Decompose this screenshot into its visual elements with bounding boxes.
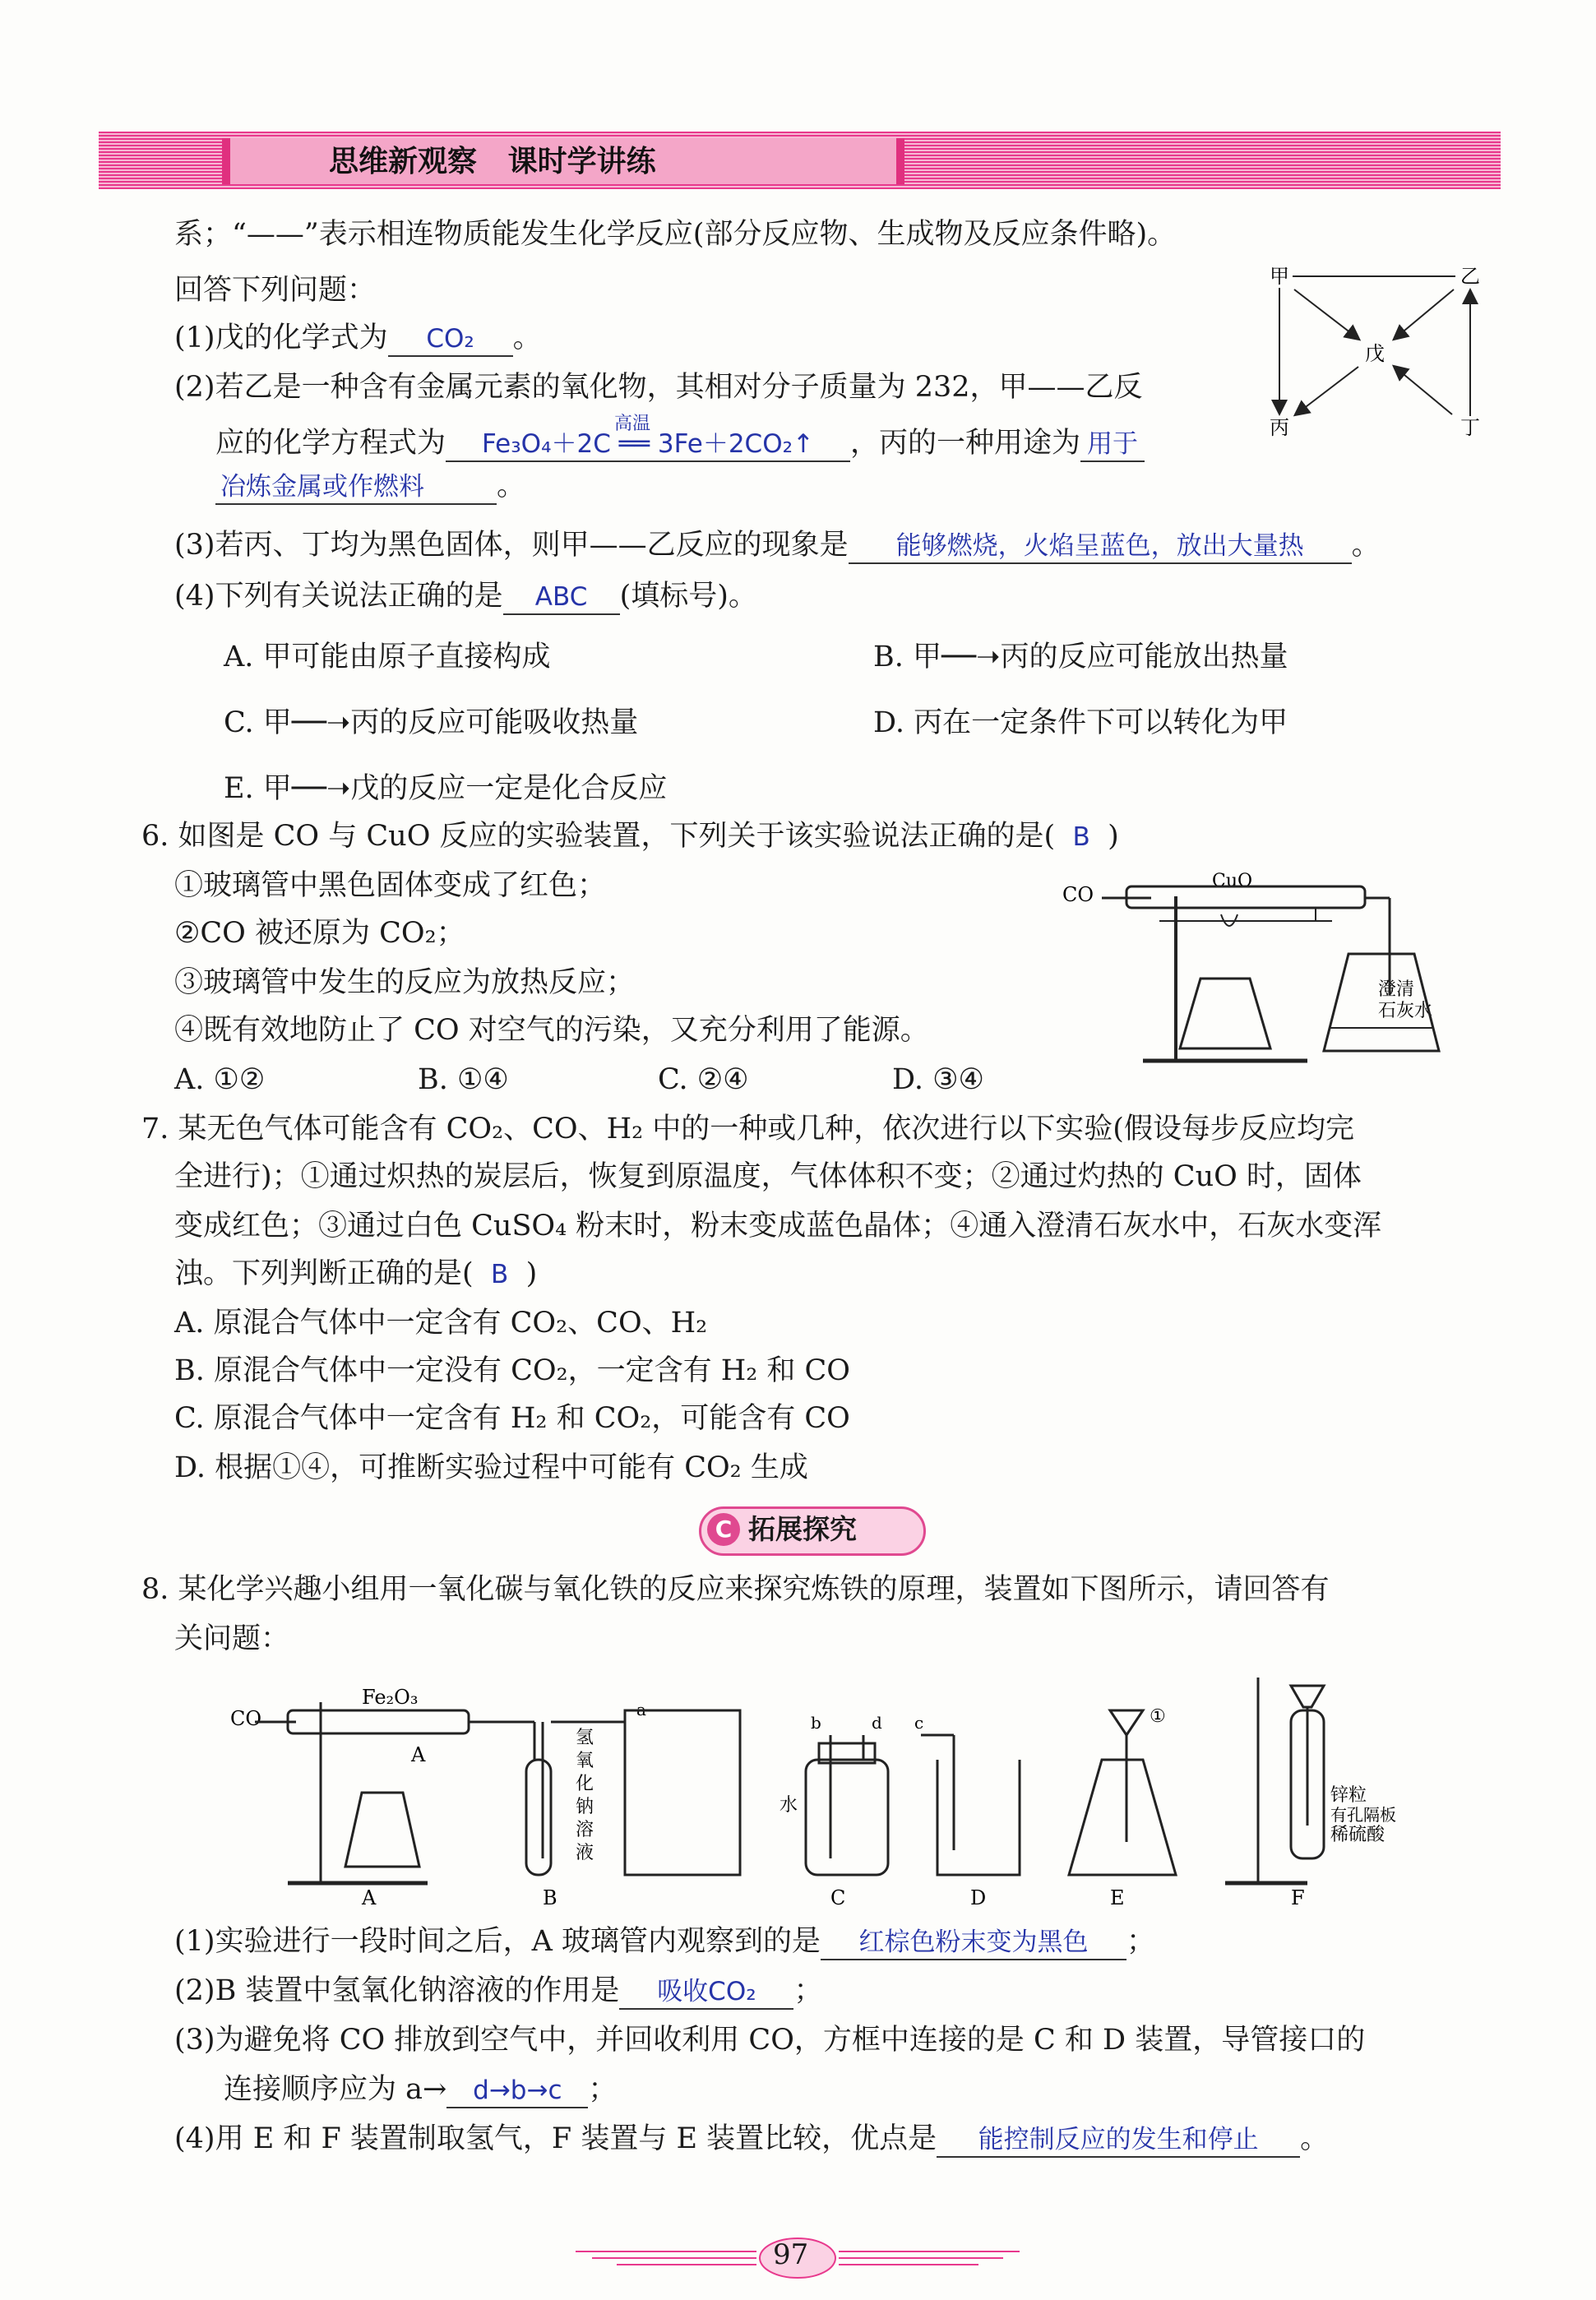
q6-choice-a: A. ①②: [174, 1063, 266, 1096]
section-letter: C: [707, 1513, 740, 1546]
node-bing: 丙: [1270, 416, 1289, 439]
q7-choice-c: C. 原混合气体中一定含有 H₂ 和 CO₂，可能含有 CO: [174, 1402, 850, 1435]
q8-label-C: C: [830, 1886, 846, 1909]
q6-item-4: ④既有效地防止了 CO 对空气的污染，又充分利用了能源。: [174, 1014, 929, 1047]
q7-choice-b: B. 原混合气体中一定没有 CO₂，一定含有 H₂ 和 CO: [174, 1354, 851, 1387]
q8-naoh-char-3: 化: [576, 1774, 594, 1794]
q6-cuo-label: CuO: [1212, 871, 1253, 891]
q8-part3-answer: d→b→c: [446, 2074, 588, 2108]
q5-option-d: D. 丙在一定条件下可以转化为甲: [873, 706, 1288, 739]
q8-line2: 关问题：: [174, 1622, 290, 1655]
edge-jia-wu: [1294, 289, 1358, 339]
q8-D-beaker: [937, 1760, 1020, 1875]
q6-choice-d: D. ③④: [892, 1063, 984, 1096]
q5-use-answer-a: 用于: [1080, 428, 1145, 462]
q5-option-a: A. 甲可能由原子直接构成: [224, 641, 551, 673]
q8-port-a: a: [636, 1700, 646, 1719]
section-title: 拓展探究: [748, 1513, 857, 1545]
q6-stem: 6. 如图是 CO 与 CuO 反应的实验装置，下列关于该实验说法正确的是( B ): [141, 817, 1119, 856]
q8-naoh-char-5: 溶: [576, 1820, 594, 1840]
q5-option-c: C. 甲──➝丙的反应可能吸收热量: [224, 706, 639, 739]
q5-part1-answer: CO₂: [388, 322, 513, 357]
q6-choice-c: C. ②④: [658, 1063, 749, 1096]
q8-part1: (1)实验进行一段时间之后，A 玻璃管内观察到的是 红棕色粉末变为黑色 ；: [174, 1923, 1155, 1960]
q8-part4-answer: 能控制反应的发生和停止: [937, 2123, 1300, 2158]
edge-wu-bing: [1296, 367, 1358, 414]
q8-line1: 8. 某化学兴趣小组用一氧化碳与氧化铁的反应来探究炼铁的原理，装置如下图所示，请回答有: [141, 1573, 1330, 1606]
q8-C-bottle: [806, 1760, 888, 1875]
q5-part4-answer: ABC: [503, 581, 620, 615]
node-wu: 戊: [1365, 342, 1385, 365]
q8-A-lamp: [345, 1793, 419, 1867]
q8-naoh-char-1: 氢: [576, 1728, 594, 1748]
q8-part3-line1: (3)为避免将 CO 排放到空气中，并回收利用 CO，方框中连接的是 C 和 D 装置，导管接口的: [174, 2024, 1366, 2057]
q8-co-label: CO: [230, 1707, 262, 1730]
q5-use-answer-b: 冶炼金属或作燃料: [215, 470, 497, 505]
q8-part4: (4)用 E 和 F 装置制取氢气，F 装置与 E 装置比较，优点是 能控制反应的发生和停止 。: [174, 2120, 1329, 2158]
q5-prompt: 回答下列问题：: [174, 274, 377, 307]
q6-item-1: ①玻璃管中黑色固体变成了红色；: [174, 869, 607, 902]
q7-choice-a: A. 原混合气体中一定含有 CO₂、CO、H₂: [174, 1307, 708, 1340]
q8-port-c: c: [914, 1713, 924, 1733]
edge-yi-wu: [1395, 289, 1454, 339]
q8-zinc-label: 锌粒: [1330, 1785, 1367, 1806]
q6-item-3: ③玻璃管中发生的反应为放热反应；: [174, 966, 636, 999]
q8-funnel-label: ①: [1150, 1706, 1166, 1727]
q8-label-A: A: [362, 1886, 377, 1909]
q5-part2-line3: 冶炼金属或作燃料 。: [215, 467, 525, 505]
node-yi: 乙: [1460, 265, 1480, 288]
q8-part2: (2)B 装置中氢氧化钠溶液的作用是 吸收CO₂ ；: [174, 1972, 822, 2010]
q6-choice-b: B. ①④: [418, 1063, 509, 1096]
q8-naoh-char-2: 氧: [576, 1751, 594, 1771]
q5-option-b: B. 甲──➝丙的反应可能放出热量: [873, 641, 1288, 673]
q5-part2-line2: 应的化学方程式为 Fe₃O₄＋2C ══ 3Fe＋2CO₂↑ 高温 ，丙的一种用途为 用于: [215, 424, 1145, 462]
q8-part1-answer: 红棕色粉末变为黑色: [821, 1926, 1126, 1960]
q8-apparatus-figure: [222, 1661, 1472, 1924]
q7-answer: B: [491, 1260, 509, 1289]
q5-part3-answer: 能够燃烧，火焰呈蓝色，放出大量热: [849, 530, 1352, 564]
q8-label-E: E: [1110, 1886, 1125, 1909]
q6-co-label: CO: [1062, 883, 1094, 906]
page-number: 97: [773, 2238, 809, 2271]
edge-ding-wu: [1395, 367, 1452, 414]
q7-line3: 变成红色；③通过白色 CuSO₄ 粉末时，粉末变成蓝色晶体；④通入澄清石灰水中，石灰水变浑: [174, 1210, 1382, 1243]
q8-water-label: 水: [779, 1795, 798, 1816]
q8-part3-line2: 连接顺序应为 a→ d→b→c ；: [224, 2071, 617, 2108]
node-ding: 丁: [1460, 416, 1480, 439]
q8-port-b: b: [811, 1713, 821, 1733]
q7-line2: 全进行)；①通过炽热的炭层后，恢复到原温度，气体体积不变；②通过灼热的 CuO 时，固体: [174, 1160, 1362, 1193]
q5-part1: (1)戊的化学式为 CO₂ 。: [174, 319, 542, 357]
q8-acid-label: 稀硫酸: [1330, 1825, 1386, 1845]
q5-intro: 系；“——”表示相连物质能发生化学反应(部分反应物、生成物及反应条件略)。: [174, 218, 1177, 251]
q5-option-e: E. 甲──➝戊的反应一定是化合反应: [224, 772, 668, 805]
q8-part2-answer: 吸收CO₂: [619, 1975, 793, 2010]
q6-apparatus-figure: [1061, 863, 1488, 1069]
q8-E-funnel: [1110, 1710, 1143, 1735]
q8-connection-box: [625, 1710, 740, 1875]
q8-port-d: d: [872, 1713, 882, 1733]
q8-label-B: B: [543, 1886, 557, 1909]
q5-part3: (3)若丙、丁均为黑色固体，则甲——乙反应的现象是 能够燃烧，火焰呈蓝色，放出大量热 。: [174, 526, 1381, 564]
q6-item-2: ②CO 被还原为 CO₂；: [174, 917, 465, 950]
q5-relation-diagram: [1266, 263, 1497, 444]
header-title: 思维新观察 课时学讲练: [329, 144, 656, 178]
q6-lime-label-2: 石灰水: [1378, 1001, 1433, 1021]
q7-line4: 浊。下列判断正确的是( B ): [174, 1255, 537, 1293]
q6-alcohol-lamp: [1180, 979, 1270, 1048]
q5-part2-line1: (2)若乙是一种含有金属元素的氧化物，其相对分子质量为 232，甲——乙反: [174, 371, 1143, 404]
q8-naoh-char-6: 液: [576, 1843, 594, 1863]
q8-label-A-top: A: [411, 1743, 426, 1766]
q5-equation: Fe₃O₄＋2C ══ 3Fe＋2CO₂↑ 高温: [446, 428, 850, 462]
q8-A-tube: [288, 1710, 469, 1733]
q6-answer: B: [1072, 822, 1090, 852]
q8-label-F: F: [1291, 1886, 1305, 1909]
q5-part4: (4)下列有关说法正确的是 ABC (填标号)。: [174, 577, 757, 615]
q8-F-funnel: [1291, 1686, 1324, 1707]
q6-lime-label-1: 澄清: [1378, 979, 1415, 1000]
q7-line1: 7. 某无色气体可能含有 CO₂、CO、H₂ 中的一种或几种，依次进行以下实验(假设每步反应均完: [141, 1113, 1354, 1145]
q8-E-flask: [1069, 1760, 1176, 1875]
q7-choice-d: D. 根据①④，可推断实验过程中可能有 CO₂ 生成: [174, 1451, 808, 1484]
q8-naoh-char-4: 钠: [576, 1797, 594, 1817]
q5-eq-condition: 高温: [614, 414, 651, 434]
q8-plate-label: 有孔隔板: [1330, 1805, 1396, 1825]
q8-B-testtube: [526, 1760, 551, 1875]
q8-label-D: D: [970, 1886, 987, 1909]
q8-fe2o3-label: Fe₂O₃: [362, 1686, 419, 1709]
node-jia: 甲: [1270, 265, 1289, 288]
